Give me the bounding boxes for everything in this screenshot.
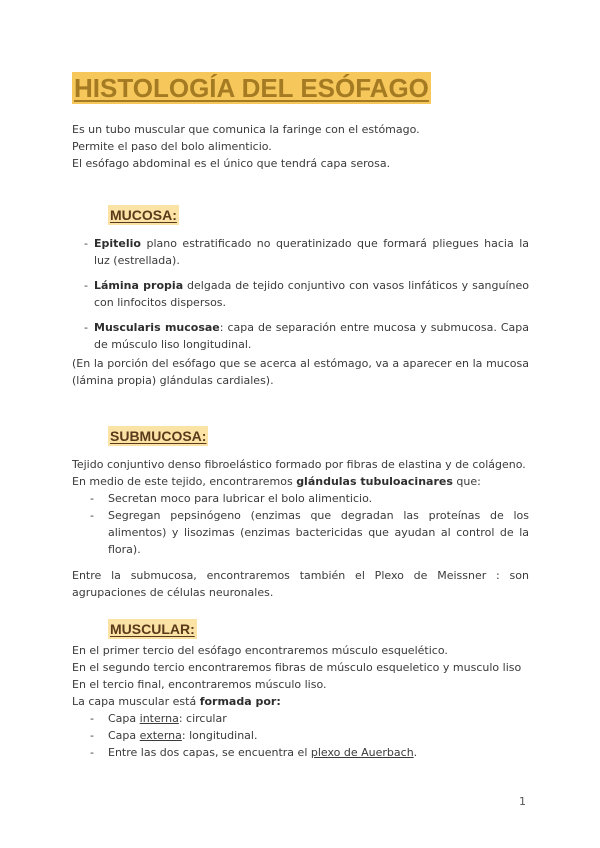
item-text: plano estratificado no queratinizado que formará pliegues hacia la luz (estrellada). (94, 237, 529, 267)
underlined-term: externa (139, 729, 182, 742)
term-muscularis-mucosae: Muscularis mucosae (94, 321, 220, 334)
list-item (72, 710, 529, 727)
dash-bullet: - (84, 321, 88, 334)
list-item (72, 744, 529, 761)
muscular-heading: MUSCULAR: (110, 621, 195, 637)
submucosa-closing: Entre la submucosa, encontraremos también el Plexo de Meissner : son agrupaciones de células neuronales. (72, 569, 529, 599)
text-span: que: (452, 475, 481, 488)
submucosa-bullets (72, 490, 529, 558)
mucosa-list (84, 235, 529, 353)
text-span: Entre las dos capas, se encuentra el (108, 746, 311, 759)
dash-bullet: - (90, 492, 94, 505)
item-text: : capa de separación entre mucosa y submucosa. Capa de músculo liso longitudinal. (94, 321, 530, 351)
muscular-line: En el segundo tercio encontraremos fibras de músculo esqueletico y musculo liso (72, 661, 522, 674)
submucosa-line (72, 473, 529, 490)
list-item (84, 277, 529, 311)
muscular-body (72, 642, 529, 761)
list-item (84, 235, 529, 269)
text-span: Capa (108, 729, 140, 742)
list-item (84, 319, 529, 353)
dash-bullet: - (90, 712, 94, 725)
intro-line: Permite el paso del bolo alimenticio. (72, 140, 272, 153)
underlined-term: interna (139, 712, 179, 725)
text-span: : longitudinal. (181, 729, 258, 742)
submucosa-heading: SUBMUCOSA: (110, 428, 207, 444)
underlined-term: plexo de Auerbach (310, 746, 414, 759)
list-item (72, 490, 529, 507)
dash-bullet: - (90, 509, 94, 522)
list-item (72, 507, 529, 558)
muscular-line: En el primer tercio del esófago encontraremos músculo esquelético. (72, 644, 448, 657)
term-formada-por: formada por: (199, 695, 281, 708)
dash-bullet: - (84, 279, 88, 292)
item-text: delgada de tejido conjuntivo con vasos linfáticos y sanguíneo con linfocitos dispersos. (94, 279, 530, 309)
dash-bullet: - (84, 237, 88, 250)
muscular-bullets (72, 710, 529, 761)
text-span: . (413, 746, 418, 759)
term-epitelio: Epitelio (94, 237, 141, 250)
intro-line: Es un tubo muscular que comunica la faringe con el estómago. (72, 123, 420, 136)
dash-bullet: - (90, 746, 94, 759)
mucosa-note: (En la porción del esófago que se acerca al estómago, va a aparecer en la mucosa (lámina propia) glándulas cardiales). (72, 357, 529, 387)
term-lamina-propia: Lámina propia (94, 279, 184, 292)
page-number: 1 (519, 795, 526, 808)
intro-paragraph (72, 121, 532, 172)
term-glandulas: glándulas tubuloacinares (296, 475, 453, 488)
document-title: HISTOLOGÍA DEL ESÓFAGO (74, 73, 429, 103)
text-span: La capa muscular está (72, 695, 200, 708)
item-text: Secretan moco para lubricar el bolo alimenticio. (108, 492, 373, 505)
text-span: En medio de este tejido, encontraremos (72, 475, 297, 488)
text-span: : circular (178, 712, 227, 725)
submucosa-line: Tejido conjuntivo denso fibroelástico formado por fibras de elastina y de colágeno. (72, 458, 526, 471)
intro-line: El esófago abdominal es el único que tendrá capa serosa. (72, 157, 391, 170)
mucosa-heading: MUCOSA: (110, 207, 177, 223)
muscular-line: En el tercio final, encontraremos músculo liso. (72, 678, 327, 691)
dash-bullet: - (90, 729, 94, 742)
muscular-line (72, 693, 529, 710)
item-text: Segregan pepsinógeno (enzimas que degradan las proteínas de los alimentos) y lisozimas (enzimas bactericidas que ayudan al control de la flora). (108, 509, 529, 556)
text-span: Capa (108, 712, 140, 725)
list-item (72, 727, 529, 744)
submucosa-body (72, 456, 529, 601)
